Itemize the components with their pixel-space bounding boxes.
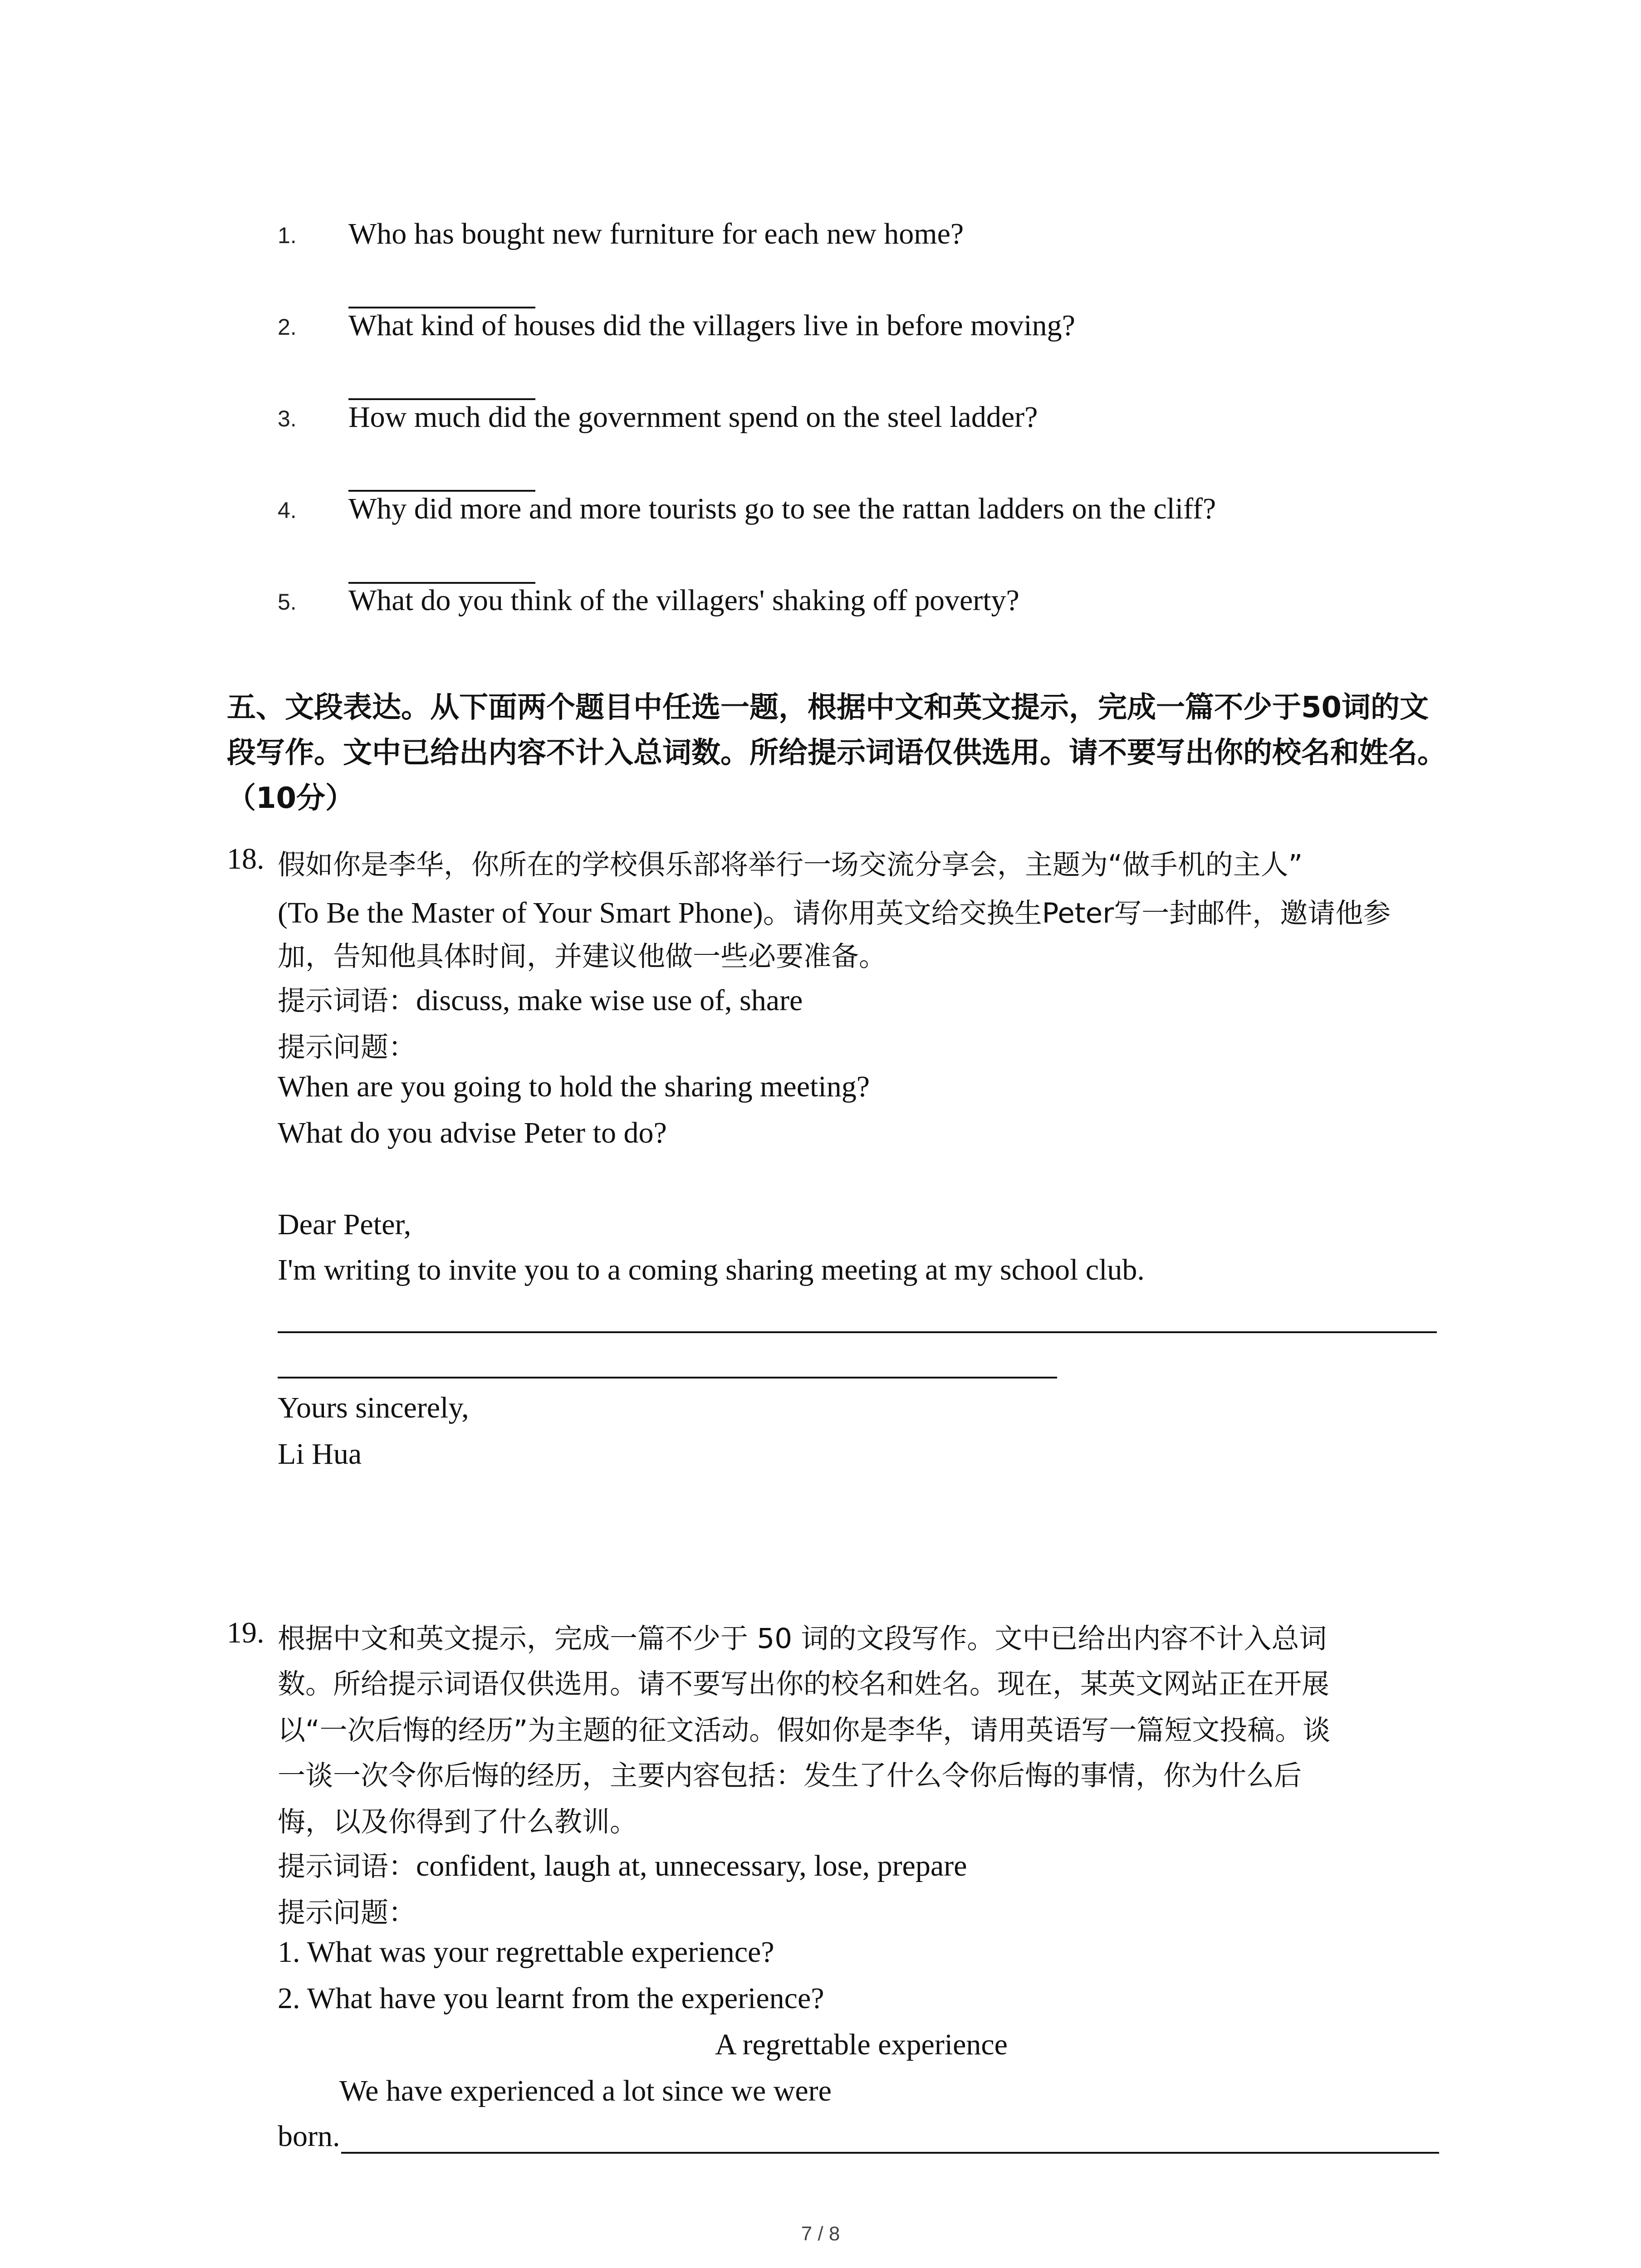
prompt-line: 根据中文和英文提示，完成一篇不少于 50 词的文段写作。文中已给出内容不计入总词: [278, 1623, 1327, 1655]
question-number: 1.: [278, 223, 297, 248]
prompt-chinese: 请你用英文给交换生Peter写一封邮件，邀请他参: [793, 897, 1391, 929]
hint-question: When are you going to hold the sharing meeting?: [278, 1070, 870, 1103]
question-number: 19.: [227, 1616, 265, 1649]
hint-question: 1. What was your regrettable experience?: [278, 1936, 774, 1969]
page-number: 7 / 8: [801, 2223, 840, 2245]
question-text: What kind of houses did the villagers live in before moving?: [348, 309, 1075, 342]
hint-words-label: 提示词语：: [278, 985, 416, 1017]
section-heading: 五、文段表达。从下面两个题目中任选一题，根据中文和英文提示，完成一篇不少于50词的文段写作。文中已给出内容不计入总词数。所给提示词语仅供选用。请不要写出你的校名和姓名。（10分）: [227, 691, 1446, 815]
question-number: 4.: [278, 498, 297, 523]
hint-words: [278, 979, 803, 1018]
prompt-line: 一谈一次令你后悔的经历，主要内容包括：发生了什么令你后悔的事情，你为什么后: [278, 1760, 1302, 1792]
question-number: 3.: [278, 406, 297, 431]
hint-words-label: 提示词语：: [278, 1850, 416, 1882]
essay-start: born.: [278, 2120, 340, 2153]
question-number: 2.: [278, 314, 297, 340]
prompt-line: 加，告知他具体时间，并建议他做一些必要准备。: [278, 940, 887, 973]
prompt-line: [278, 888, 1391, 931]
hint-questions-label: 提示问题：: [278, 1031, 416, 1063]
writing-line[interactable]: [278, 1377, 1057, 1378]
hint-questions-label: 提示问题：: [278, 1897, 416, 1929]
letter-closing: Yours sincerely,: [278, 1391, 469, 1424]
prompt-english: (To Be the Master of Your Smart Phone)。: [278, 896, 793, 929]
letter-greeting: Dear Peter,: [278, 1208, 411, 1241]
writing-line[interactable]: [278, 1331, 1437, 1333]
question-number: 18.: [227, 842, 265, 875]
hint-question: What do you advise Peter to do?: [278, 1116, 667, 1149]
hint-question: 2. What have you learnt from the experience?: [278, 1982, 824, 2015]
prompt-line: 数。所给提示词语仅供选用。请不要写出你的校名和姓名。现在，某英文网站正在开展: [278, 1668, 1330, 1700]
prompt-line: 悔，以及你得到了什么教训。: [278, 1806, 638, 1838]
question-number: 5.: [278, 589, 297, 615]
question-text: How much did the government spend on the steel ladder?: [348, 401, 1038, 434]
essay-title: A regrettable experience: [715, 2028, 1008, 2061]
letter-opening: I'm writing to invite you to a coming sharing meeting at my school club.: [278, 1253, 1145, 1286]
hint-words-text: discuss, make wise use of, share: [416, 984, 803, 1017]
writing-line[interactable]: [341, 2152, 1439, 2154]
question-text: Why did more and more tourists go to see the rattan ladders on the cliff?: [348, 492, 1216, 525]
question-text: What do you think of the villagers' shaking off poverty?: [348, 584, 1019, 617]
prompt-line: 以“一次后悔的经历”为主题的征文活动。假如你是李华，请用英语写一篇短文投稿。谈: [278, 1714, 1331, 1746]
question-text: Who has bought new furniture for each new home?: [348, 217, 964, 250]
hint-words-text: confident, laugh at, unnecessary, lose, prepare: [416, 1849, 967, 1882]
prompt-line: 假如你是李华，你所在的学校俱乐部将举行一场交流分享会，主题为“做手机的主人”: [278, 849, 1303, 881]
letter-signature: Li Hua: [278, 1437, 362, 1471]
hint-words: [278, 1844, 967, 1884]
essay-start: We have experienced a lot since we were: [339, 2074, 832, 2107]
